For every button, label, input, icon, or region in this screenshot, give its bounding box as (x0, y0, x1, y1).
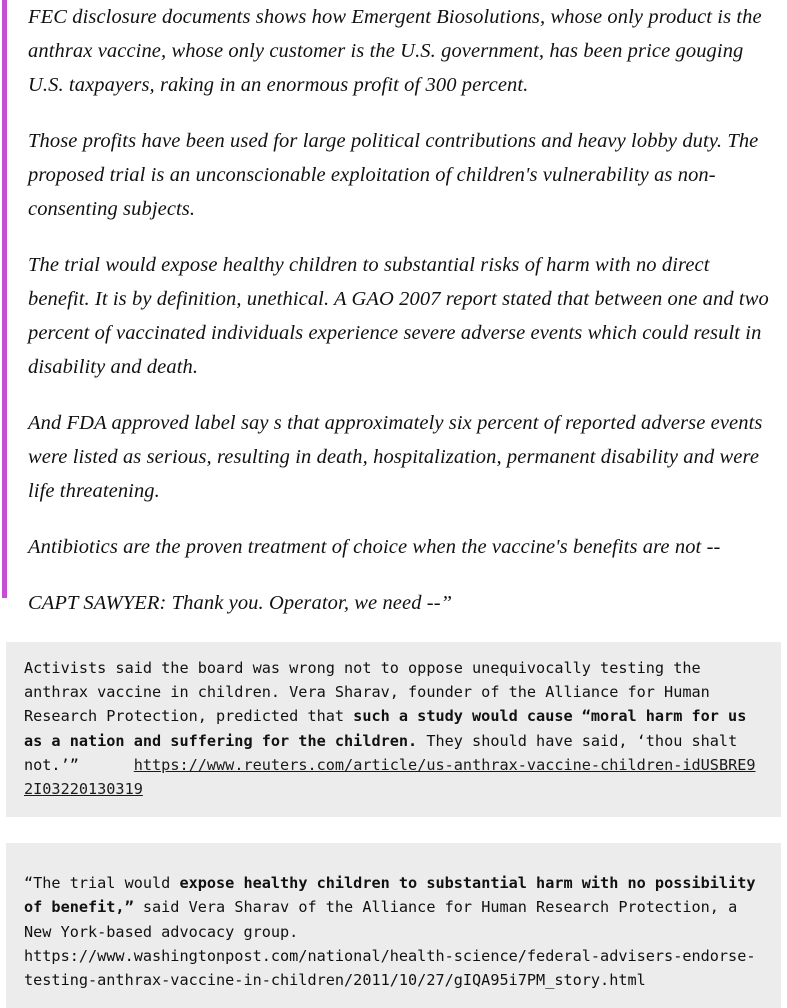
quote-paragraph-3: The trial would expose healthy children to substantial risks of harm with no direct benefit. It is by definition, unethical. A GAO 2007 report stated that between one and two percent of vaccinated individuals experience severe adverse events which could result in disability and death. (28, 254, 769, 378)
quote-paragraph-2: Those profits have been used for large political contributions and heavy lobby duty. The proposed trial is an unconscionable exploitation of children's vulnerability as non-consenting subjects. (28, 130, 759, 220)
citation-block-reuters (6, 642, 781, 817)
citation-two-emphasis: expose healthy children to substantial harm with no possibility of benefit,” (24, 874, 756, 917)
citation-one-text (24, 656, 763, 801)
blockquote-accent-bar (2, 0, 7, 598)
citation-block-washingtonpost (6, 843, 781, 1008)
citation-two-top-spacer (24, 857, 763, 871)
citation-blocks-gap (0, 817, 787, 843)
quote-paragraph-1: FEC disclosure documents shows how Emergent Biosolutions, whose only product is the anthrax vaccine, whose only customer is the U.S. government, has been price gouging U.S. taxpayers, raking in an enormous profit of 300 percent. (28, 6, 762, 96)
citation-two-url[interactable]: https://www.washingtonpost.com/national/health-science/federal-advisers-endorse-testing-anthrax-vaccine-in-children/2011/10/27/gIQA95i7PM_story.html (24, 946, 756, 990)
citation-two-lead: “The trial would (24, 874, 180, 893)
citation-one-lead: Activists said the board was wrong not to oppose unequivocally testing the anthrax vaccine in children. Vera Sharav, founder of the Alliance for Human Research Protection, predicted that (24, 659, 710, 726)
citation-one-link[interactable]: https://www.reuters.com/article/us-anthrax-vaccine-children-idUSBRE92I03220130319 (24, 755, 756, 799)
quote-paragraph-5: Antibiotics are the proven treatment of choice when the vaccine's benefits are not -- (28, 536, 721, 558)
citation-one-spacer (79, 756, 134, 774)
quote-paragraph-4: And FDA approved label say s that approximately six percent of reported adverse events were listed as serious, resulting in death, hospitalization, permanent disability and were life threatening. (28, 412, 763, 502)
citation-one-emphasis: such a study would cause “moral harm for us as a nation and suffering for the children. (24, 707, 747, 750)
quote-paragraph-6: CAPT SAWYER: Thank you. Operator, we need --” (28, 592, 453, 614)
citation-one-tail: They should have said, ‘thou shalt not.’” (24, 731, 738, 774)
citation-two-tail: said Vera Sharav of the Alliance for Human Research Protection, a New York-based advocacy group. (24, 898, 738, 941)
citation-two-text (24, 871, 763, 944)
